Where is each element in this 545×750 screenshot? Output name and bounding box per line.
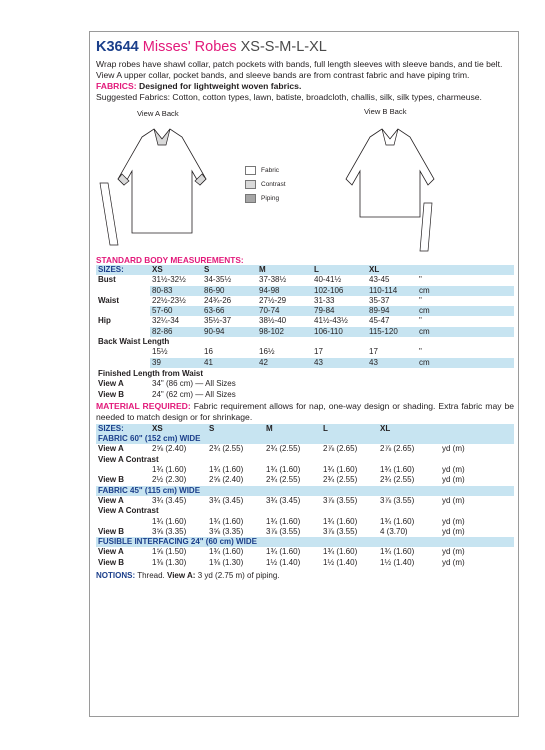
table-row: View A 3¾ (3.45) 3¾ (3.45) 3¾ (3.45) 3⅞ (3.55) 3⅞ (3.55) yd (m) <box>98 495 465 505</box>
material-required <box>96 401 514 423</box>
pattern-sizes: XS-S-M-L-XL <box>240 39 327 55</box>
material-text: Fabric requirement allows for nap, one-way design or shading. Extra fabric may be needed to match design or for shrinkage. <box>96 400 515 422</box>
pattern-info-card <box>89 31 519 717</box>
table-row: Back Waist Length <box>98 337 170 347</box>
table-row: 57-60 63-66 70-74 79-84 89-94 cm <box>96 306 514 316</box>
notions-view-text: 3 yd (2.75 m) of piping. <box>197 571 280 581</box>
body-measurements-table <box>96 265 514 368</box>
legend-fabric: Fabric <box>245 165 286 175</box>
table-row: View A 1⅝ (1.50) 1¾ (1.60) 1¾ (1.60) 1¾ (1.60) 1¾ (1.60) yd (m) <box>98 547 465 557</box>
table-row: View B 3⅝ (3.35) 3⅝ (3.35) 3⅞ (3.55) 3⅞ (3.55) 4 (3.70) yd (m) <box>98 526 465 536</box>
suggested-fabrics: Suggested Fabrics: Cotton, cotton types, lawn, batiste, broadcloth, challis, silk, silk types, charmeuse. <box>96 92 482 102</box>
table-row: 82-86 90-94 98-102 106-110 115-120 cm <box>96 327 514 337</box>
view-b-robe-drawing <box>324 119 464 253</box>
pattern-title <box>96 39 514 56</box>
table-row: 1¾ (1.60) 1¾ (1.60) 1¾ (1.60) 1¾ (1.60) 1¾ (1.60) yd (m) <box>152 465 465 475</box>
fabric-45-heading: FABRIC 45" (115 cm) WIDE <box>96 486 514 496</box>
legend-contrast: Contrast <box>245 179 286 189</box>
finished-length-table <box>96 369 514 400</box>
view-a-label: View A Back <box>137 109 179 118</box>
fabrics-label: FABRICS: <box>96 81 137 91</box>
view-b-label: View B Back <box>364 107 407 116</box>
notions-line <box>96 570 514 581</box>
description: Wrap robes have shawl collar, patch pockets with bands, full length sleeves with sleeve bands, and tie belt. View A upper collar, pocket bands, and sleeve bands are from contrast fabric and have piping trim. <box>96 59 503 80</box>
table-row: View A 2⅝ (2.40) 2¾ (2.55) 2¾ (2.55) 2⅞ (2.65) 2⅞ (2.65) yd (m) <box>98 444 465 454</box>
size-header-row: SIZES: XS S M L XL <box>96 265 514 275</box>
pattern-code: K3644 <box>96 39 139 55</box>
pattern-name: Misses' Robes <box>142 39 237 55</box>
table-row: Bust 31½-32½ 34-35½ 37-38½ 40-41½ 43-45 " <box>98 275 422 285</box>
material-table <box>96 424 514 568</box>
fabrics-text: Designed for lightweight woven fabrics. <box>138 81 302 91</box>
card-content <box>96 39 514 581</box>
material-label: MATERIAL REQUIRED: <box>96 400 191 411</box>
table-row: View A Contrast <box>98 506 159 516</box>
table-row: Finished Length from Waist <box>98 368 204 378</box>
color-legend <box>245 165 286 207</box>
table-row: 1¾ (1.60) 1¾ (1.60) 1¾ (1.60) 1¾ (1.60) 1¾ (1.60) yd (m) <box>152 516 465 526</box>
view-a-robe-drawing <box>96 119 236 253</box>
table-row: Waist 22½-23½ 24¾-26 27½-29 31-33 35-37 " <box>98 295 422 305</box>
body-measurements-heading: STANDARD BODY MEASUREMENTS: <box>96 255 244 265</box>
fabric-60-heading: FABRIC 60" (152 cm) WIDE <box>96 434 514 444</box>
notions-label: NOTIONS: <box>96 571 136 581</box>
fabrics-line <box>96 81 514 92</box>
table-row: View B 1⅜ (1.30) 1⅜ (1.30) 1½ (1.40) 1½ (1.40) 1½ (1.40) yd (m) <box>98 557 465 567</box>
interfacing-heading: FUSIBLE INTERFACING 24" (60 cm) WIDE <box>96 537 514 547</box>
table-row: 39 41 42 43 43 cm <box>96 358 514 368</box>
table-row: View B 2½ (2.30) 2⅝ (2.40) 2¾ (2.55) 2¾ (2.55) 2¾ (2.55) yd (m) <box>98 475 465 485</box>
legend-piping: Piping <box>245 193 286 203</box>
table-row: View A 34" (86 cm) — All Sizes <box>98 379 236 389</box>
size-header-row: SIZES: XS S M L XL <box>96 424 514 434</box>
table-row: 80-83 86-90 94-98 102-106 110-114 cm <box>96 286 514 296</box>
back-view-illustrations <box>96 107 514 253</box>
notions-view: View A: <box>167 571 196 581</box>
table-row: View A Contrast <box>98 454 159 464</box>
table-row: 15½ 16 16½ 17 17 " <box>152 347 422 357</box>
table-row: View B 24" (62 cm) — All Sizes <box>98 389 236 399</box>
notions-text: Thread. <box>137 571 165 581</box>
table-row: Hip 32¼-34 35½-37 38½-40 41½-43½ 45-47 " <box>98 316 422 326</box>
